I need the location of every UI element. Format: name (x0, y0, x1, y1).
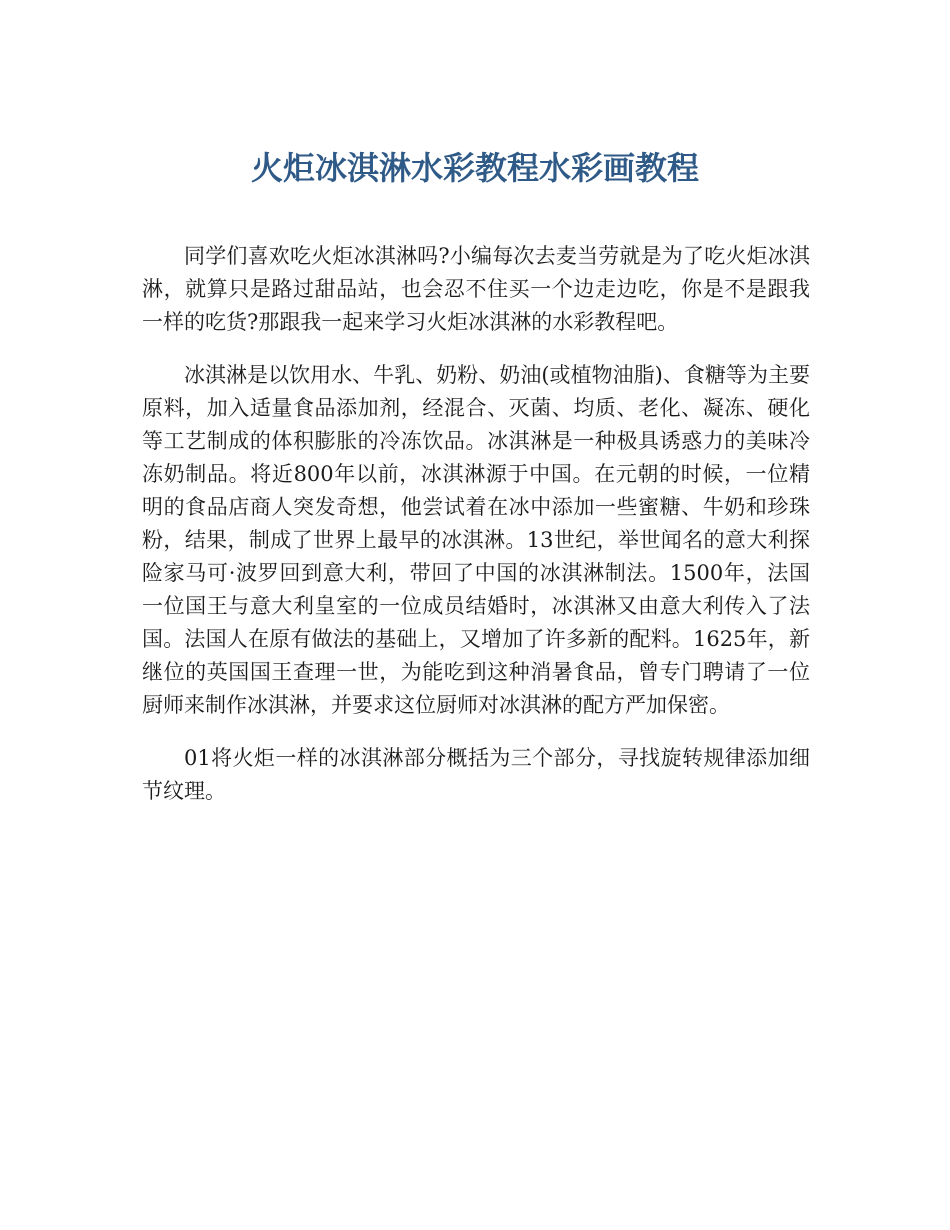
paragraph-history: 冰淇淋是以饮用水、牛乳、奶粉、奶油(或植物油脂)、食糖等为主要原料，加入适量食品添加剂，经混合、灭菌、均质、老化、凝冻、硬化等工艺制成的体积膨胀的冷冻饮品。冰淇淋是一种极具诱惑力的美味冷冻奶制品。将近800年以前，冰淇淋源于中国。在元朝的时候，一位精明的食品店商人突发奇想，他尝试着在冰中添加一些蜜糖、牛奶和珍珠粉，结果，制成了世界上最早的冰淇淋。13世纪，举世闻名的意大利探险家马可·波罗回到意大利，带回了中国的冰淇淋制法。1500年，法国一位国王与意大利皇室的一位成员结婚时，冰淇淋又由意大利传入了法国。法国人在原有做法的基础上，又增加了许多新的配料。1625年，新继位的英国国王查理一世，为能吃到这种消暑食品，曾专门聘请了一位厨师来制作冰淇淋，并要求这位厨师对冰淇淋的配方严加保密。 (142, 363, 810, 717)
paragraph-step-01: 01将火炬一样的冰淇淋部分概括为三个部分，寻找旋转规律添加细节纹理。 (142, 746, 810, 803)
document-title: 火炬冰淇淋水彩教程水彩画教程 (250, 149, 699, 187)
document-body (142, 240, 810, 828)
paragraph-intro: 同学们喜欢吃火炬冰淇淋吗?小编每次去麦当劳就是为了吃火炬冰淇淋，就算只是路过甜品站，也会忍不住买一个边走边吃，你是不是跟我一样的吃货?那跟我一起来学习火炬冰淇淋的水彩教程吧。 (142, 244, 810, 334)
